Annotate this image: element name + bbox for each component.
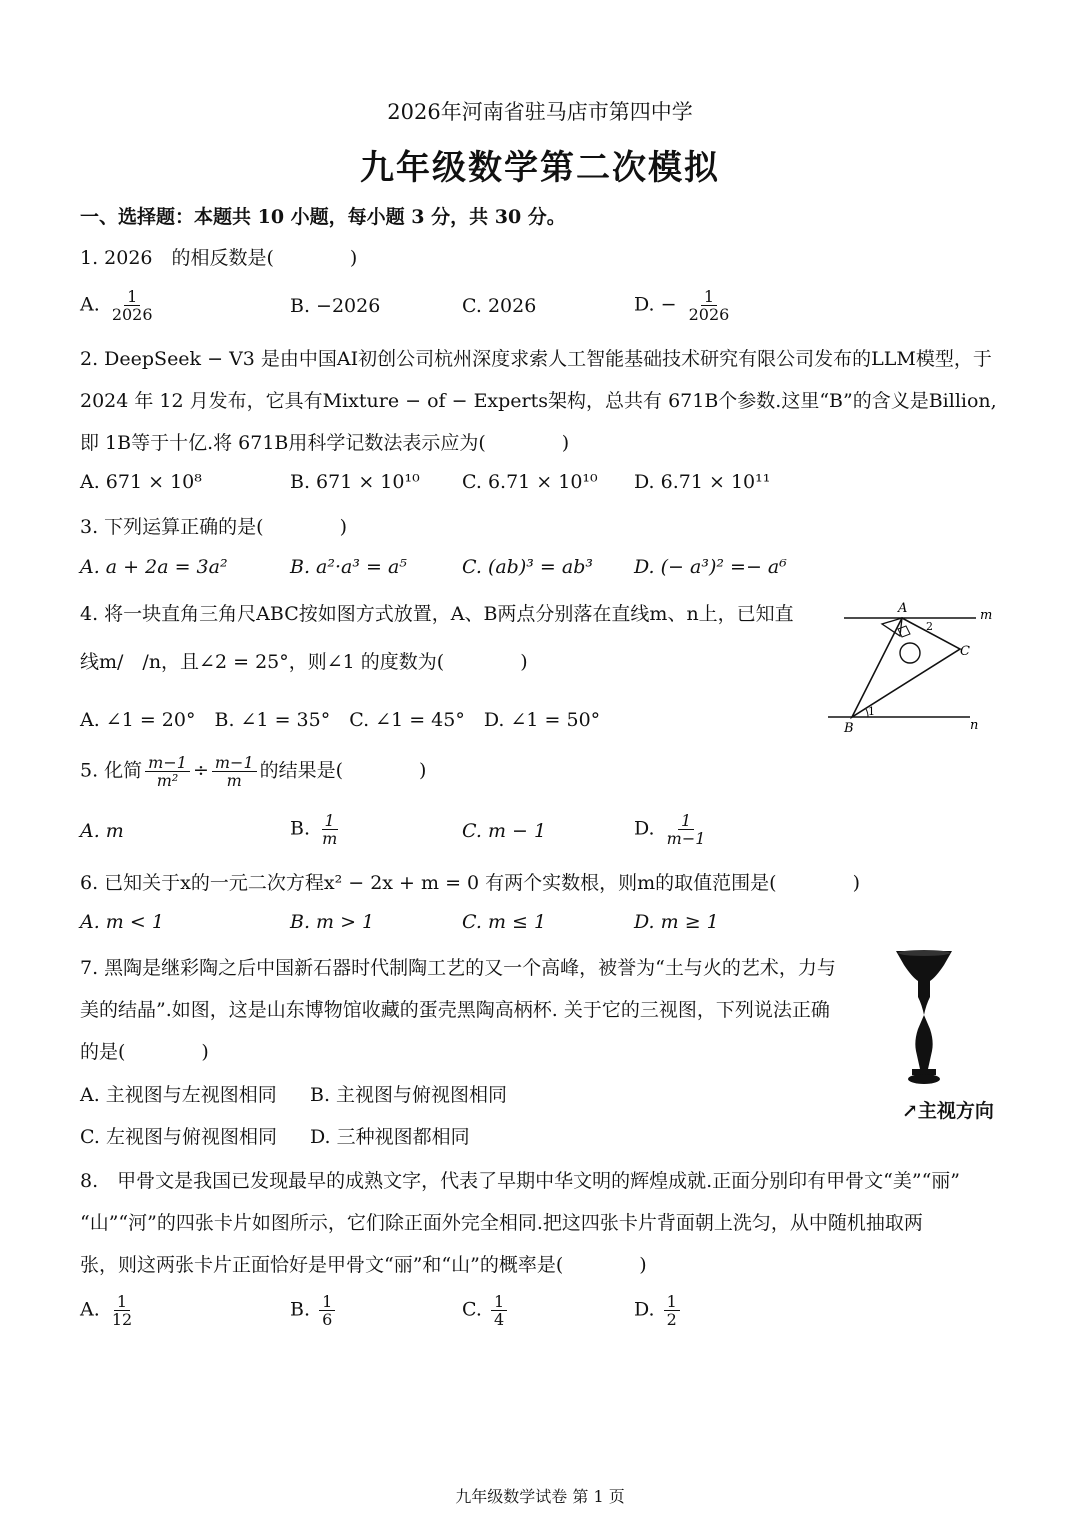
q3-option-d: D. (− a³)² =− a⁶ <box>634 556 787 578</box>
label-n: n <box>970 718 979 733</box>
q7-option-b: B. 主视图与俯视图相同 <box>310 1084 508 1106</box>
q3-stem: 3. 下列运算正确的是( ) <box>80 516 347 538</box>
q8-option-a: A. $\frac{1}{12}$ <box>80 1292 133 1329</box>
q1-option-b: B. −2026 <box>290 295 381 317</box>
q6-option-c: C. m ≤ 1 <box>462 911 547 933</box>
q7-line-2: 美的结晶”.如图，这是山东博物馆收藏的蛋壳黑陶高柄杯. 关于它的三视图，下列说法正确 <box>80 999 830 1021</box>
school-title: 2026年河南省驻马店市第四中学 <box>387 100 693 124</box>
q8-option-d: D. $\frac{1}{2}$ <box>634 1293 683 1328</box>
q5-option-b: B. $\frac{1}{m}$ <box>290 811 338 848</box>
arrow-icon: ↗ <box>902 1100 918 1122</box>
q2-line-3: 即 1B等于十亿.将 671B用科学记数法表示应为( ) <box>80 432 570 454</box>
q6-option-b: B. m > 1 <box>290 911 375 933</box>
q8-option-b: B. $\frac{1}{6}$ <box>290 1293 338 1328</box>
q8-line-2: “山”“河”的四张卡片如图所示，它们除正面外完全相同.把这四张卡片背面朝上洗匀，从中随机抽取两 <box>80 1212 923 1234</box>
q1-option-c: C. 2026 <box>462 295 537 317</box>
label-angle-2: 2 <box>926 620 933 633</box>
label-b: B <box>844 721 854 736</box>
q4-options: A. ∠1 = 20° B. ∠1 = 35° C. ∠1 = 45° D. ∠1 = 50° <box>80 709 601 731</box>
q4-triangle-figure <box>826 596 1006 738</box>
q7-option-d: D. 三种视图都相同 <box>310 1126 470 1148</box>
label-m: m <box>980 608 993 623</box>
q6-stem: 6. 已知关于x的一元二次方程x² − 2x + m = 0 有两个实数根，则m的取值范围是( ) <box>80 872 861 894</box>
q1-stem: 1. 2026 的相反数是( ) <box>80 247 358 269</box>
q7-option-c: C. 左视图与俯视图相同 <box>80 1126 277 1148</box>
q2-option-b: B. 671 × 10¹⁰ <box>290 471 420 493</box>
q8-line-3: 张，则这两张卡片正面恰好是甲骨文“丽”和“山”的概率是( ) <box>80 1254 647 1276</box>
label-c: C <box>960 644 970 659</box>
q4-line-1: 4. 将一块直角三角尺ABC按如图方式放置，A、B两点分别落在直线m、n上，已知直 <box>80 603 794 625</box>
exam-title: 九年级数学第二次模拟 <box>360 148 720 188</box>
q7-line-1: 7. 黑陶是继彩陶之后中国新石器时代制陶工艺的又一个高峰，被誉为“土与火的艺术，力与 <box>80 957 836 979</box>
q7-line-3: 的是( ) <box>80 1041 209 1063</box>
q2-line-1: 2. DeepSeek − V3 是由中国AI初创公司杭州深度求索人工智能基础技术研究有限公司发布的LLM模型，于 <box>80 348 992 370</box>
q3-option-a: A. a + 2a = 3a² <box>80 556 228 578</box>
q7-option-a: A. 主视图与左视图相同 <box>80 1084 277 1106</box>
section-heading: 一、选择题：本题共 10 小题，每小题 3 分，共 30 分。 <box>80 206 566 228</box>
page-footer: 九年级数学试卷 第 1 页 <box>455 1487 625 1506</box>
q6-option-d: D. m ≥ 1 <box>634 911 719 933</box>
q5-option-a: A. m <box>80 820 124 842</box>
q2-option-c: C. 6.71 × 10¹⁰ <box>462 471 598 493</box>
label-a: A <box>898 601 908 616</box>
q6-option-a: A. m < 1 <box>80 911 164 933</box>
q5-stem: 5. 化简 $\frac{m-1}{\text{m²}}$ ÷ $\frac{m-1}{m}$ 的结果是( ) <box>80 753 427 790</box>
triangle-hole <box>900 643 920 663</box>
q8-option-c: C. $\frac{1}{4}$ <box>462 1293 510 1328</box>
q4-line-2: 线m/ /n，且∠2 = 25°，则∠1 的度数为( ) <box>80 651 528 673</box>
q8-line-1: 8. 甲骨文是我国已发现最早的成熟文字，代表了早期中华文明的辉煌成就.正面分别印有甲骨文“美”“丽” <box>80 1170 961 1192</box>
q3-option-c: C. (ab)³ = ab³ <box>462 556 593 578</box>
label-angle-1: 1 <box>868 705 875 718</box>
q1-option-a: A. $\frac{1}{2026}$ <box>80 287 153 324</box>
q3-option-b: B. a²·a³ = a⁵ <box>290 556 407 578</box>
q2-option-d: D. 6.71 × 10¹¹ <box>634 471 771 493</box>
inner-triangle <box>882 618 902 636</box>
q5-option-d: D. $\frac{1}{m-1}$ <box>634 811 706 848</box>
black-pottery-cup-image <box>890 945 962 1093</box>
q1-option-d: D. − $\frac{1}{2026}$ <box>634 287 730 324</box>
q2-option-a: A. 671 × 10⁸ <box>80 471 202 493</box>
triangle-abc <box>852 618 960 717</box>
q2-line-2: 2024 年 12 月发布，它具有Mixture − of − Experts架构，总共有 671B个参数.这里“B”的含义是Billion, <box>80 390 997 412</box>
view-direction-label: ↗主视方向 <box>902 1100 994 1122</box>
q5-option-c: C. m − 1 <box>462 820 547 842</box>
